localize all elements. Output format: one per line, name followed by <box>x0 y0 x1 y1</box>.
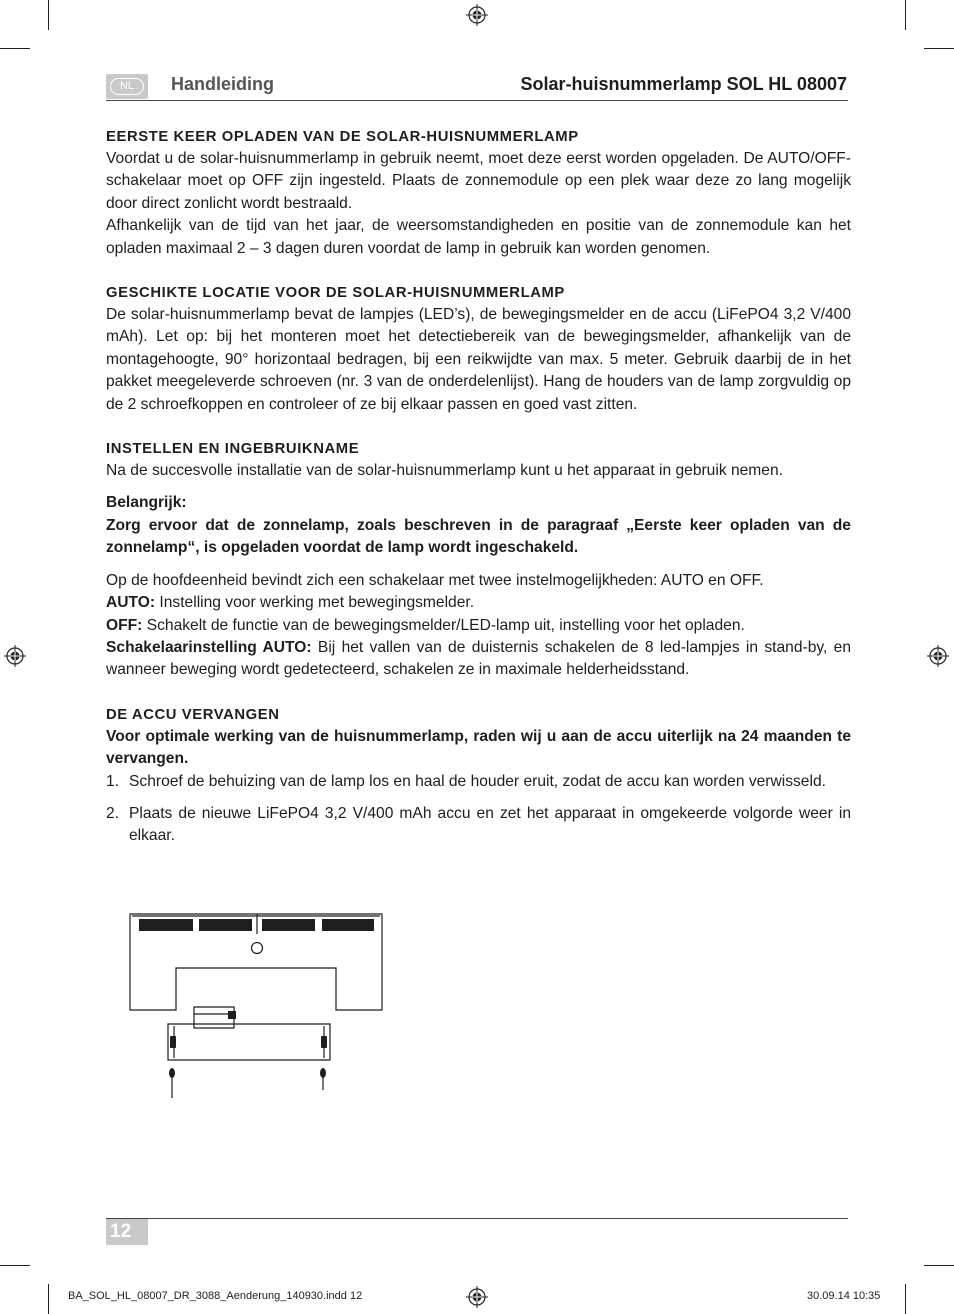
crop-mark <box>48 0 49 30</box>
section-heading: EERSTE KEER OPLADEN VAN DE SOLAR-HUISNUMMERLAMP <box>106 129 579 145</box>
header-title: Handleiding <box>171 74 274 94</box>
paragraph: Voordat u de solar-huisnummerlamp in gebruik neemt, moet deze eerst worden opgeladen. De AUTO/OFF-schakelaar moet op OFF zijn ingesteld. Plaats de zonnemodule op een plek waar deze zo lang mogelijk door direct zonlicht wordt bestraald. <box>106 150 851 212</box>
paragraph: Op de hoofdeenheid bevindt zich een schakelaar met twee instelmogelijkheden: AUTO en OFF. <box>106 571 764 589</box>
setting-text: Schakelt de functie van de bewegingsmelder/LED-lamp uit, instelling voor het opladen. <box>142 616 745 634</box>
step-number: 2. <box>106 804 120 822</box>
registration-mark-icon <box>466 1286 488 1308</box>
setting-text: Bij het vallen van de duisternis schakelen de 8 led-lampjes in stand-by, en wanneer beweging wordt gedetecteerd, schakelen ze in maximale helderheidsstand. <box>106 638 851 679</box>
paragraph: De solar-huisnummerlamp bevat de lampjes (LED’s), de bewegingsmelder en de accu (LiFePO4 3,2 V/400 mAh). Let op: bij het monteren moet het detectiebereik van de bewegingsmelder, afhankelijk van de montagehoogte, 90° horizontaal bedragen, bij een reikwijdte van max. 5 meter. Gebruik daarbij de in het pakket meegeleverde schroeven (nr. 3 van de onderdelenlijst). Hang de houders van de lamp zorgvuldig op de 2 schroefkoppen en controleer of ze bij elkaar passen en goed vast zitten. <box>106 306 851 413</box>
important-note: Zorg ervoor dat de zonnelamp, zoals beschreven in de paragraaf „Eerste keer opladen van de zonnelamp“, is opgeladen voordat de lamp wordt ingeschakeld. <box>106 516 851 557</box>
registration-mark-icon <box>4 645 26 667</box>
print-slug-date: 30.09.14 10:35 <box>807 1290 881 1302</box>
header-product-name: Solar-huisnummerlamp SOL HL 08007 <box>520 74 847 94</box>
page-number: 12 <box>106 1219 148 1245</box>
crop-mark <box>0 48 30 49</box>
steps-list <box>106 771 851 848</box>
list-item <box>106 803 851 848</box>
section-heading: GESCHIKTE LOCATIE VOOR DE SOLAR-HUISNUMMERLAMP <box>106 285 565 302</box>
step-number: 1. <box>106 772 120 790</box>
setting-off <box>106 615 851 637</box>
crop-mark <box>905 1284 906 1314</box>
step-text: Schroef de behuizing van de lamp los en haal de houder eruit, zodat de accu kan worden verwisseld. <box>129 772 826 790</box>
setting-text: Instelling voor werking met bewegingsmelder. <box>155 594 475 612</box>
important-label: Belangrijk: <box>106 494 187 512</box>
setting-auto <box>106 592 851 614</box>
setting-label: Schakelaarinstelling AUTO: <box>106 638 312 656</box>
setting-label: AUTO: <box>106 594 156 612</box>
lamp-assembly-drawing <box>126 910 386 1100</box>
list-item <box>106 771 851 793</box>
crop-mark <box>0 1265 30 1266</box>
registration-mark-icon <box>927 645 949 667</box>
language-code: NL <box>110 78 144 95</box>
manual-content <box>106 126 851 848</box>
language-badge <box>106 74 148 99</box>
section-heading: DE ACCU VERVANGEN <box>106 706 280 723</box>
setting-label: OFF: <box>106 616 143 634</box>
header-rule <box>106 100 848 101</box>
crop-mark <box>48 1284 49 1314</box>
paragraph: Na de succesvolle installatie van de solar-huisnummerlamp kunt u het apparaat in gebruik nemen. <box>106 462 783 480</box>
section-heading: INSTELLEN EN INGEBRUIKNAME <box>106 441 360 458</box>
step-text: Plaats de nieuwe LiFePO4 3,2 V/400 mAh accu en zet het apparaat in omgekeerde volgorde weer in elkaar. <box>129 804 851 845</box>
crop-mark <box>924 48 954 49</box>
crop-mark <box>905 0 906 30</box>
setting-switch <box>106 637 851 682</box>
paragraph: Afhankelijk van de tijd van het jaar, de weersomstandigheden en positie van de zonnemodule kan het opladen maximaal 2 – 3 dagen duren voordat de lamp in gebruik kan worden genomen. <box>106 217 851 257</box>
footer-rule <box>106 1218 848 1219</box>
registration-mark-icon <box>466 4 488 26</box>
battery-advice: Voor optimale werking van de huisnummerlamp, raden wij u aan de accu uiterlijk na 24 maanden te vervangen. <box>106 727 851 768</box>
print-slug-file: BA_SOL_HL_08007_DR_3088_Aenderung_140930.indd 12 <box>68 1290 363 1302</box>
crop-mark <box>924 1265 954 1266</box>
